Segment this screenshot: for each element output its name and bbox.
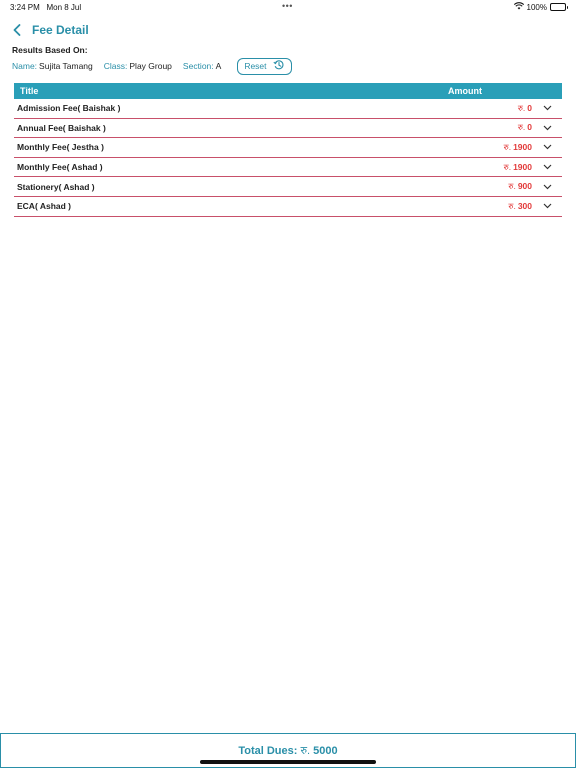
chevron-down-icon[interactable] <box>540 160 554 174</box>
total-dues: Total Dues: रु. 5000 <box>238 745 338 757</box>
fee-title: Stationery( Ashad ) <box>17 181 95 192</box>
wifi-icon <box>514 2 524 12</box>
home-indicator[interactable] <box>200 760 376 764</box>
table-header <box>14 83 562 99</box>
nav-back-button[interactable] <box>10 20 89 40</box>
table-row[interactable] <box>14 177 562 197</box>
chevron-down-icon[interactable] <box>540 199 554 213</box>
table-row[interactable] <box>14 197 562 217</box>
fee-amount: रु. 300 <box>508 200 532 211</box>
battery-icon <box>550 3 566 11</box>
chevron-down-icon[interactable] <box>540 121 554 135</box>
table-row[interactable] <box>14 119 562 139</box>
table-row[interactable] <box>14 138 562 158</box>
fee-title: ECA( Ashad ) <box>17 201 71 212</box>
fee-title: Annual Fee( Baishak ) <box>17 122 106 133</box>
status-time: 3:24 PM Mon 8 Jul <box>10 3 82 12</box>
column-header-amount: Amount <box>448 86 482 96</box>
fee-title: Admission Fee( Baishak ) <box>17 103 121 114</box>
fee-amount: रु. 1900 <box>503 141 532 152</box>
status-bar <box>0 0 576 14</box>
filter-section: Section: A <box>182 61 222 71</box>
column-header-title: Title <box>20 86 39 96</box>
reset-label: Reset <box>244 61 267 71</box>
chevron-left-icon[interactable] <box>10 23 24 37</box>
reset-button[interactable] <box>237 58 291 75</box>
chevron-down-icon[interactable] <box>540 140 554 154</box>
results-label: Results Based On: <box>12 45 88 55</box>
filter-class: Class: Play Group <box>103 61 172 71</box>
filter-name: Name: Sujita Tamang <box>12 61 93 71</box>
page-title: Fee Detail <box>32 23 89 37</box>
chevron-down-icon[interactable] <box>540 101 554 115</box>
fee-title: Monthly Fee( Ashad ) <box>17 162 103 173</box>
status-right <box>514 2 566 12</box>
battery-percent: 100% <box>526 2 547 12</box>
filter-summary <box>12 57 292 75</box>
fee-amount: रु. 0 <box>517 122 532 133</box>
fee-amount: रु. 0 <box>517 102 532 113</box>
fee-table <box>14 83 562 217</box>
multitasking-dots[interactable]: ••• <box>282 1 293 11</box>
fee-title: Monthly Fee( Jestha ) <box>17 142 104 153</box>
chevron-down-icon[interactable] <box>540 180 554 194</box>
history-icon <box>273 59 285 73</box>
fee-amount: रु. 1900 <box>503 161 532 172</box>
fee-amount: रु. 900 <box>508 181 532 192</box>
table-row[interactable] <box>14 99 562 119</box>
table-row[interactable] <box>14 158 562 178</box>
